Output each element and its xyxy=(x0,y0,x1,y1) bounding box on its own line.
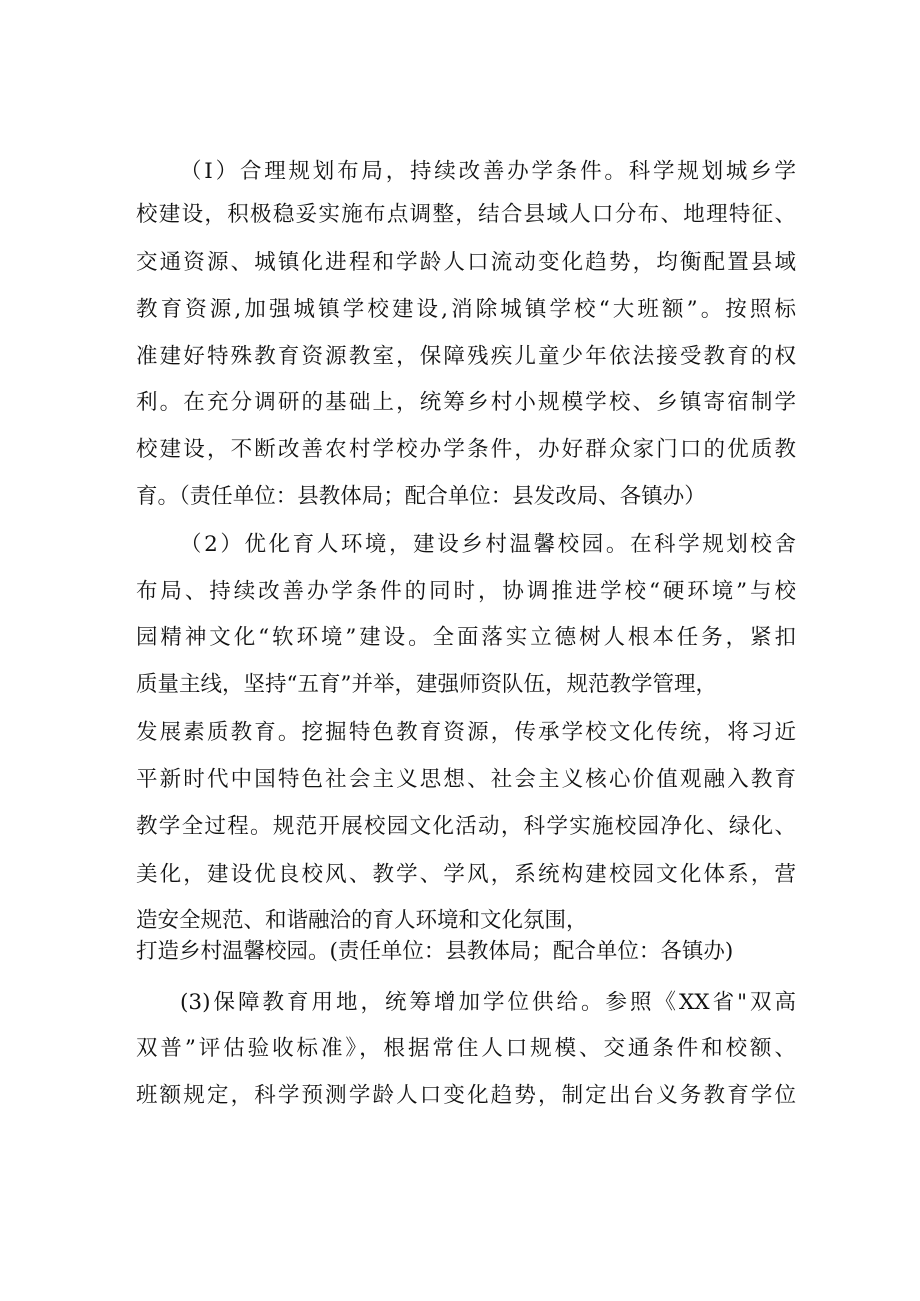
paragraph-2-line-6: 平新时代中国特色社会主义思想、社会主义核心价值观融入教育 xyxy=(136,767,796,792)
paragraph-2-line-9: 造安全规范、和谐融洽的育人环境和文化氛围， xyxy=(136,908,588,933)
paragraph-1-line-6: 利。在充分调研的基础上，统筹乡村小规模学校、乡镇寄宿制学 xyxy=(136,390,796,415)
paragraph-1-line-7: 校建设，不断改善农村学校办学条件，办好群众家门口的优质教 xyxy=(136,437,796,462)
paragraph-1-line-4: 教育资源,加强城镇学校建设,消除城镇学校“大班额”。按照标 xyxy=(136,297,796,322)
paragraph-3-line-2: 双普”评估验收标准》，根据常住人口规模、交通条件和校额、 xyxy=(136,1036,796,1061)
paragraph-1-line-3: 交通资源、城镇化进程和学龄人口流动变化趋势，均衡配置县域 xyxy=(136,250,796,275)
paragraph-2-line-2: 布局、持续改善办学条件的同时，协调推进学校“硬环境”与校 xyxy=(136,579,796,604)
paragraph-2-line-3: 园精神文化“软环境”建设。全面落实立德树人根本任务，紧扣 xyxy=(136,625,796,650)
paragraph-2-line-1: （2）优化育人环境，建设乡村温馨校园。在科学规划校舍 xyxy=(180,532,796,557)
paragraph-2-line-4: 质量主线，坚持“五育”并举，建强师资队伍，规范教学管理， xyxy=(136,672,717,697)
paragraph-1-line-1: （I）合理规划布局，持续改善办学条件。科学规划城乡学 xyxy=(180,159,796,184)
paragraph-2-line-5: 发展素质教育。挖掘特色教育资源，传承学校文化传统，将习近 xyxy=(136,720,796,745)
paragraph-1-line-5: 准建好特殊教育资源教室，保障残疾儿童少年依法接受教育的权 xyxy=(136,344,796,369)
paragraph-3-line-1: (3)保障教育用地，统筹增加学位供给。参照《XX省"双高 xyxy=(180,990,796,1015)
paragraph-3-line-3: 班额规定，科学预测学龄人口变化趋势，制定出台义务教育学位 xyxy=(136,1083,796,1108)
paragraph-1-line-8: 育。（责任单位：县教体局；配合单位：县发改局、各镇办） xyxy=(136,484,706,509)
paragraph-2-line-7: 教学全过程。规范开展校园文化活动，科学实施校园净化、绿化、 xyxy=(136,814,796,839)
paragraph-1-line-2: 校建设，积极稳妥实施布点调整，结合县域人口分布、地理特征、 xyxy=(136,202,796,227)
paragraph-2-line-8: 美化，建设优良校风、教学、学风，系统构建校园文化体系，营 xyxy=(136,862,796,887)
paragraph-2-line-10: 打造乡村温馨校园。(责任单位：县教体局；配合单位：各镇办) xyxy=(136,939,734,964)
